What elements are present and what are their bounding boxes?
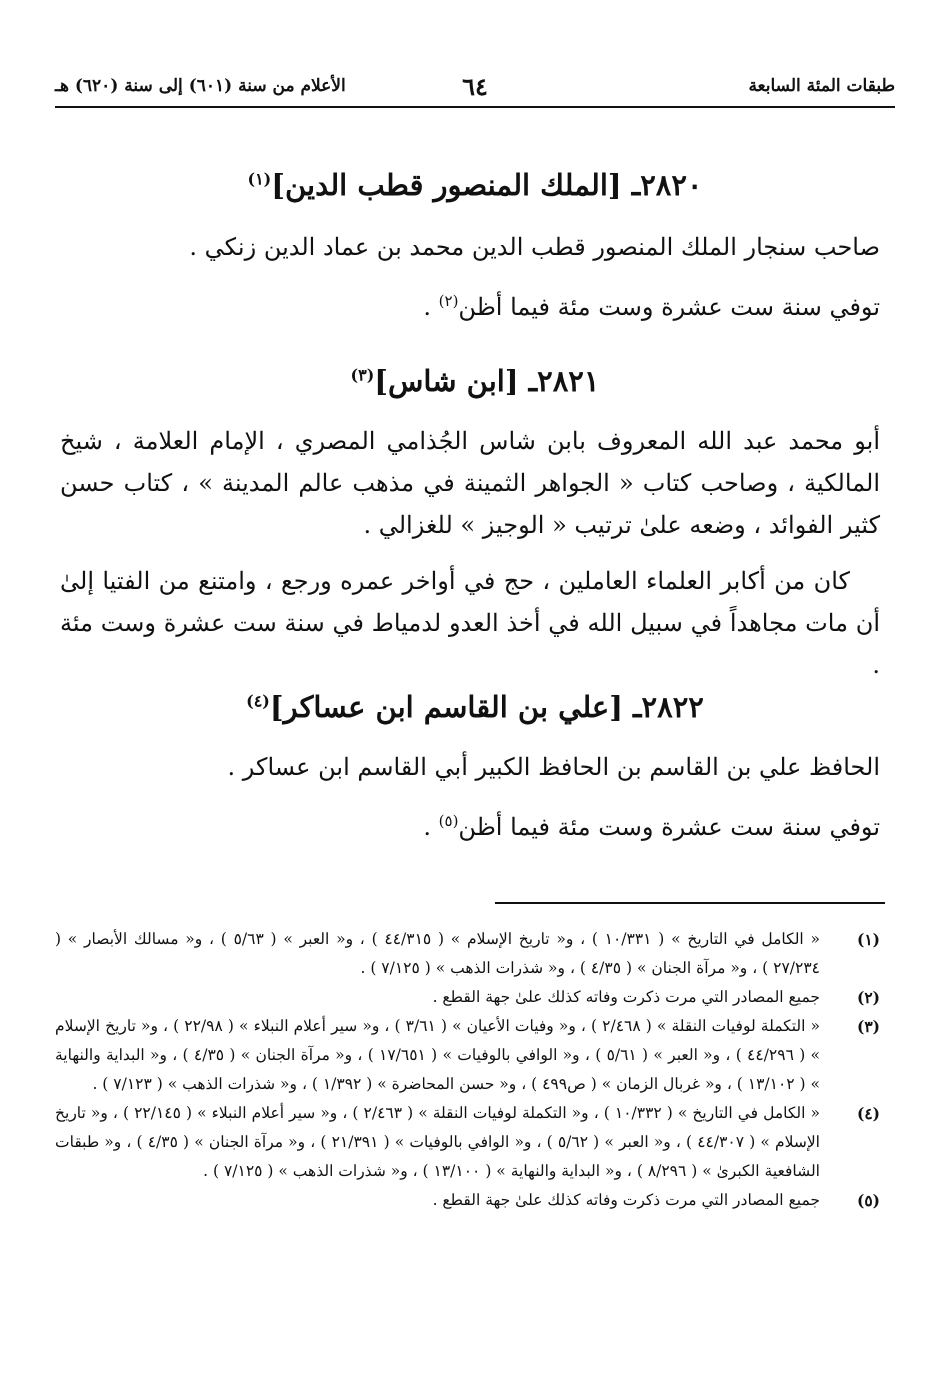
paragraph-tail: .	[423, 813, 439, 841]
page-number: ٦٤	[462, 72, 488, 101]
footnote-text: جميع المصادر التي مرت ذكرت وفاته كذلك علىٰ جهة القطع .	[432, 988, 820, 1006]
footnote-number: (١)	[856, 930, 880, 949]
entry-paragraph	[60, 746, 880, 788]
footnote-number: (٥)	[856, 1191, 880, 1210]
entry-heading-text: ٢٨٢١ـ [ابن شاس]	[374, 364, 600, 398]
entry-paragraph	[60, 800, 880, 848]
entry-heading-text: ٢٨٢٠ـ [الملك المنصور قطب الدين]	[271, 168, 703, 202]
entry-heading	[55, 690, 895, 724]
footnote-number: (٤)	[856, 1104, 880, 1123]
footnote-number: (٣)	[856, 1017, 880, 1036]
entry-heading	[55, 168, 895, 202]
entry-paragraph	[60, 280, 880, 328]
footnote-ref: (٤)	[246, 691, 270, 711]
footnote-ref: (٣)	[350, 365, 375, 385]
running-header	[55, 70, 895, 108]
footnote	[55, 1099, 880, 1186]
footnote-number: (٢)	[856, 988, 880, 1007]
footnote-text: « التكملة لوفيات النقلة » ( ٢/٤٦٨ ) ، و« وفيات الأعيان » ( ٣/٦١ ) ، و« سير أعلام النبلاء » ( ٢٢/٩٨ ) ، و« تاريخ الإسلام » ( ٤٤/٢٩٦ ) ، و« العبر » ( ٥/٦١ ) ، و« الوافي بالوفيات » ( ١٧/٦٥١ ) ، و« مرآة الجنان » ( ٤/٣٥ ) ، و« البداية والنهاية » ( ١٣/١٠٢ ) ، و« غربال الزمان » ( ص٤٩٩ ) ، و« حسن المحاضرة » ( ١/٣٩٢ ) ، و« شذرات الذهب » ( ٧/١٢٣ ) .	[55, 1017, 821, 1093]
footnote	[55, 1186, 880, 1215]
paragraph-text: أبو محمد عبد الله المعروف بابن شاس الجُذامي المصري ، الإمام العلامة ، شيخ المالكية ، وصاحب كتاب « الجواهر الثمينة في مذهب عالم المدينة » ، كتاب حسن كثير الفوائد ، وضعه علىٰ ترتيب « الوجيز » للغزالي .	[60, 427, 880, 539]
paragraph-text: كان من أكابر العلماء العاملين ، حج في أواخر عمره ورجع ، وامتنع من الفتيا إلىٰ أن مات مجاهداً في سبيل الله في أخذ العدو لدمياط في سنة ست عشرة وست مئة .	[60, 567, 880, 679]
footnotes	[55, 925, 880, 1215]
running-title-left: الأعلام من سنة (٦٠١) إلى سنة (٦٢٠) هـ	[55, 76, 346, 96]
paragraph-text: صاحب سنجار الملك المنصور قطب الدين محمد بن عماد الدين زنكي .	[189, 233, 880, 261]
footnote-ref: (٢)	[438, 292, 459, 310]
entry-paragraph	[60, 560, 880, 686]
paragraph-text: الحافظ علي بن القاسم بن الحافظ الكبير أبي القاسم ابن عساكر .	[227, 753, 880, 781]
entry-heading-text: ٢٨٢٢ـ [علي بن القاسم ابن عساكر]	[269, 690, 704, 724]
footnote-text: جميع المصادر التي مرت ذكرت وفاته كذلك علىٰ جهة القطع .	[432, 1191, 820, 1209]
paragraph-tail: .	[423, 293, 439, 321]
entry-paragraph	[60, 420, 880, 546]
footnote	[55, 1012, 880, 1099]
paragraph-text: توفي سنة ست عشرة وست مئة فيما أظن	[458, 813, 880, 841]
footnote	[55, 983, 880, 1012]
entry-paragraph	[60, 226, 880, 268]
footnote	[55, 925, 880, 983]
footnote-ref: (٥)	[438, 812, 459, 830]
entry-heading	[55, 364, 895, 398]
footnote-text: « الكامل في التاريخ » ( ١٠/٣٣٢ ) ، و« التكملة لوفيات النقلة » ( ٢/٤٦٣ ) ، و« سير أعلام النبلاء » ( ٢٢/١٤٥ ) ، و« تاريخ الإسلام » ( ٤٤/٣٠٧ ) ، و« العبر » ( ٥/٦٢ ) ، و« الوافي بالوفيات » ( ٢١/٣٩١ ) ، و« مرآة الجنان » ( ٤/٣٥ ) ، و« طبقات الشافعية الكبرىٰ » ( ٨/٢٩٦ ) ، و« البداية والنهاية » ( ١٣/١٠٠ ) ، و« شذرات الذهب » ( ٧/١٢٥ ) .	[55, 1104, 820, 1180]
footnote-text: « الكامل في التاريخ » ( ١٠/٣٣١ ) ، و« تاريخ الإسلام » ( ٤٤/٣١٥ ) ، و« العبر » ( ٥/٦٣ ) ، و« مسالك الأبصار » ( ٢٧/٢٣٤ ) ، و« مرآة الجنان » ( ٤/٣٥ ) ، و« شذرات الذهب » ( ٧/١٢٥ ) .	[55, 930, 820, 977]
footnote-ref: (١)	[247, 169, 272, 189]
paragraph-text: توفي سنة ست عشرة وست مئة فيما أظن	[458, 293, 880, 321]
running-title-right: طبقات المئة السابعة	[748, 76, 895, 96]
footnote-divider	[495, 902, 885, 904]
